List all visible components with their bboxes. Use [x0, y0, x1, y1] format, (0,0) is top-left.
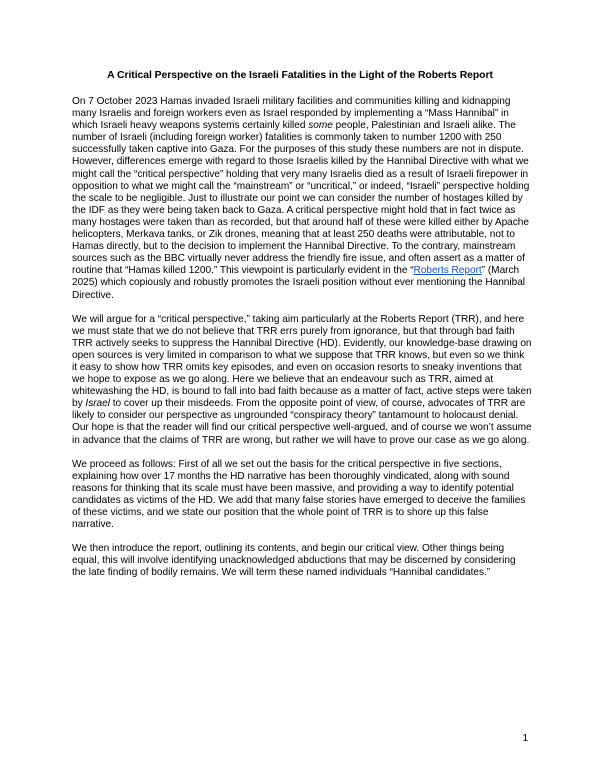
document-body	[72, 96, 532, 591]
paragraph-1-text-c: ” (March 2025) which copiously and robustly promotes the Israeli position without ever mentioning the Hannibal Directive.	[72, 265, 526, 301]
paragraph-2	[72, 314, 532, 447]
emphasis-israel: Israel	[85, 398, 110, 410]
paragraph-3: We proceed as follows: First of all we set out the basis for the critical perspective in five sections, explaining how over 17 months the HD narrative has been thoroughly vindicated, along with sound reasons for thinking that its scale must have been massive, and providing a way to identify potential candidates as victims of the HD. We add that many false stories have emerged to deceive the families of these victims, and we state our position that the whole point of TRR is to shore up this false narrative.	[72, 458, 526, 531]
paragraph-1	[72, 96, 532, 302]
roberts-report-link[interactable]: Roberts Report	[413, 265, 482, 277]
document-title: A Critical Perspective on the Israeli Fatalities in the Light of the Roberts Report	[107, 70, 493, 81]
paragraph-1-text-a: On 7 October 2023 Hamas invaded Israeli military facilities and communities killing and kidnapping many Israelis and foreign workers even as Israel responded by implementing a “Mass Hannibal” in which Israeli heavy weapons systems certainly killed	[72, 96, 511, 132]
paragraph-2-text-b: to cover up their misdeeds. From the opposite point of view, of course, advocates of TRR are likely to consider our perspective as ungrounded “conspiracy theory” tantamount to holocaust denial. Our hope is that the reader will find our critical perspective well-argued, and of course we won’t assume in advance that the claims of TRR are wrong, but rather we will have to prove our case as we go along.	[72, 398, 532, 446]
paragraph-4: We then introduce the report, outlining its contents, and begin our critical view. Other things being equal, this will involve identifying unacknowledged abductions that may be discerned by considering the late finding of bodily remains. We will term these named individuals “Hannibal candidates.”	[72, 543, 516, 579]
page-number: 1	[522, 733, 528, 744]
emphasis-some: some	[308, 120, 333, 132]
paragraph-1-text-b: people, Palestinian and Israeli alike. The number of Israeli (including foreign worker) fatalities is commonly taken to number 1200 with 250 successfully taken captive into Gaza. For the purposes of this study these numbers are not in dispute. However, differences emerge with regard to those Israelis killed by the Hannibal Directive with what we might call the “critical perspective” holding that very many Israelis died as a result of Israeli firepower in opposition to what we might call the “mainstream” or “uncritical,” or indeed, “Israeli” perspective holding the scale to be negligible. Just to illustrate our point we can consider the number of hostages killed by the IDF as they were being taken back to Gaza. A critical perspective might hold that in fact twice as many hostages were taken than as recorded, but that around half of these were killed either by Apache helicopters, Merkava tanks, or Zik drones, meaning that at least 250 deaths were attributable, not to Hamas directly, but to the decision to implement the Hannibal Directive. To the contrary, mainstream sources such as the BBC virtually never address the friendly fire issue, and often assert as a matter of routine that “Hamas killed 1200.” This viewpoint is particularly evident in the “	[72, 120, 530, 277]
paragraph-2-text-a: We will argue for a “critical perspective,” taking aim particularly at the Roberts Report (TRR), and here we must state that we do not believe that TRR errs purely from ignorance, but that through bad faith TRR actively seeks to suppress the Hannibal Directive (HD). Evidently, our knowledge-base drawing on open sources is very limited in comparison to what we suppose that TRR knows, but even so we think it easy to show how TRR omits key episodes, and even on occasion resorts to sneaky inventions that we hope to expose as we go along. Here we believe that an endeavour such as TRR, aimed at whitewashing the HD, is bound to fall into bad faith because as a matter of fact, active steps were taken by	[72, 313, 532, 410]
